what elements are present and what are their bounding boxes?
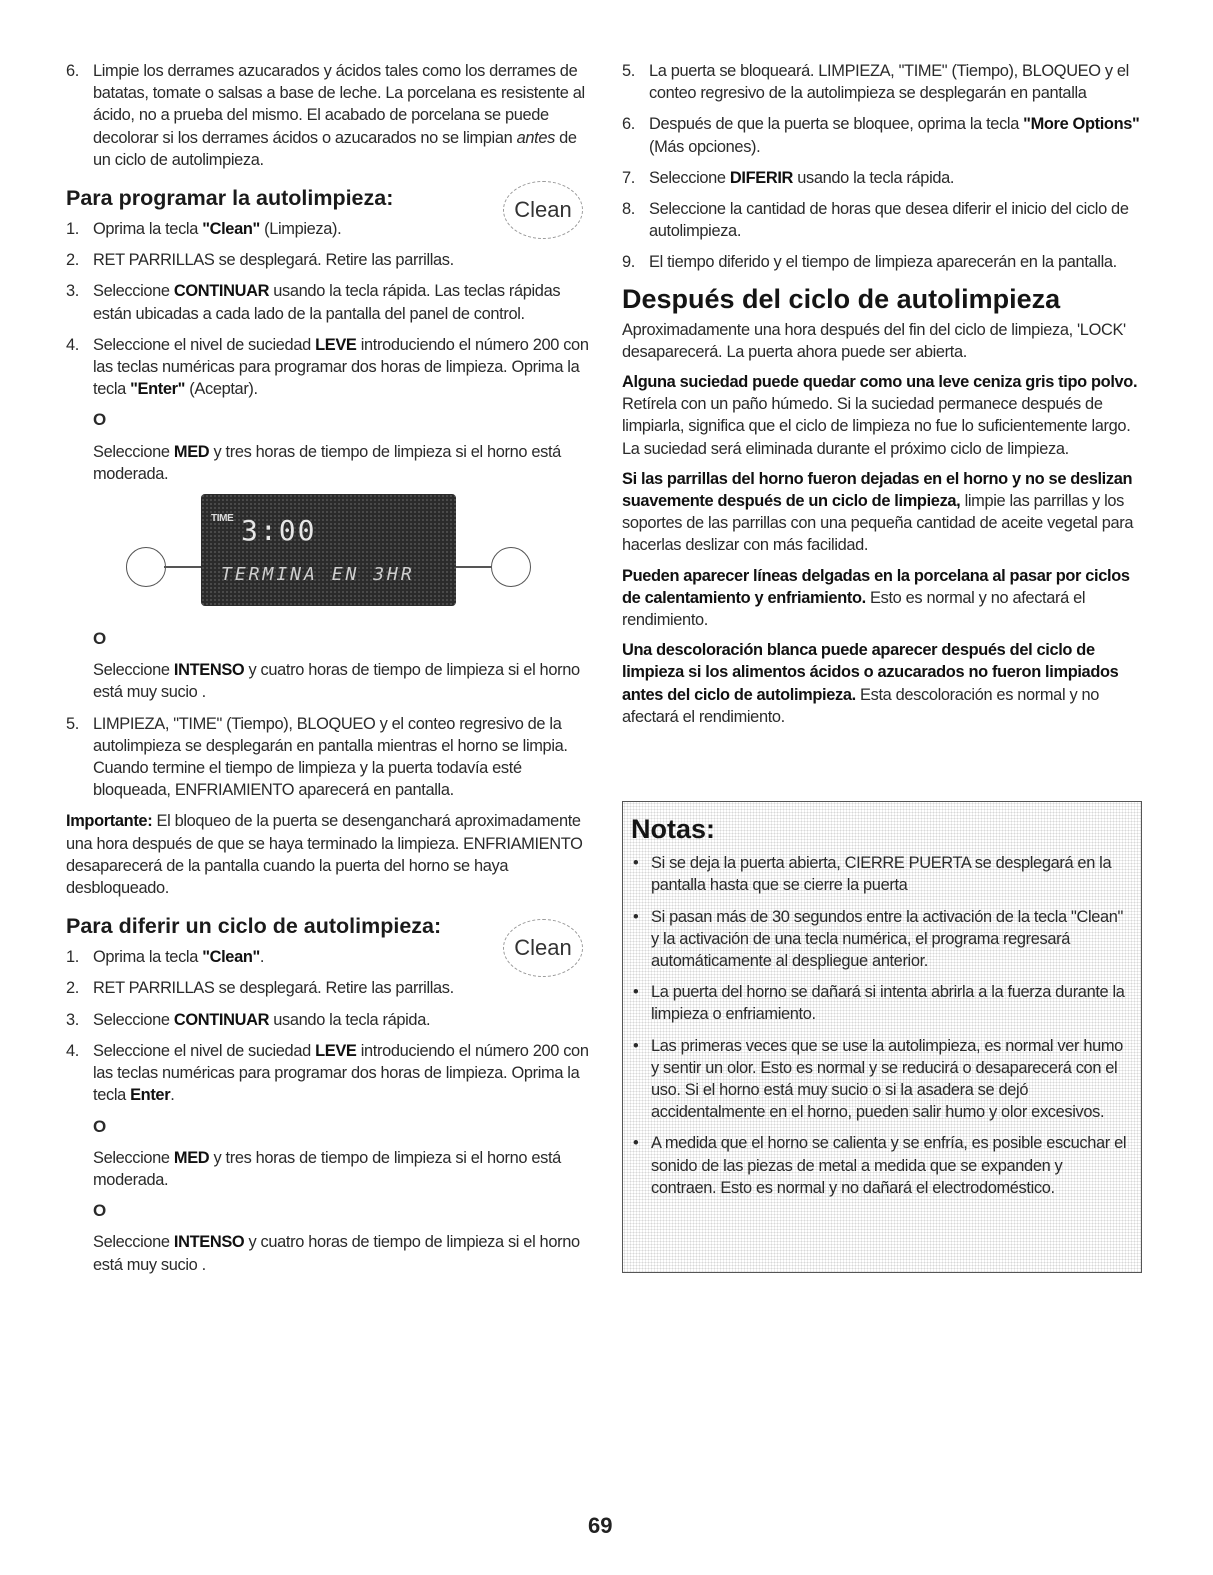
list-item: 8. Seleccione la cantidad de horas que desea diferir el inicio del ciclo de autolimpieza. bbox=[622, 200, 1129, 241]
option-intenso: Seleccione INTENSO y cuatro horas de tiempo de limpieza si el horno está muy sucio . bbox=[93, 1233, 580, 1274]
or-separator: O bbox=[93, 410, 106, 430]
list-item: 3. Seleccione CONTINUAR usando la tecla rápida. bbox=[66, 1010, 431, 1029]
divider bbox=[164, 566, 201, 568]
intro-paragraph: Aproximadamente una hora después del fin del ciclo de limpieza, 'LOCK' desaparecerá. La puerta ahora puede ser abierta. bbox=[622, 320, 1126, 361]
right-column bbox=[622, 60, 1150, 736]
right-knob-icon bbox=[491, 547, 531, 587]
list-item: 6. Después de que la puerta se bloquee, oprima la tecla "More Options" (Más opciones). bbox=[622, 115, 1140, 156]
option-intenso: Seleccione INTENSO y cuatro horas de tiempo de limpieza si el horno está muy sucio . bbox=[93, 661, 580, 702]
notes-bullet: • A medida que el horno se calienta y se enfría, es posible escuchar el sonido de las piezas de metal a medida que se expanden y contraen. Esto es normal y no dañará el electrodoméstico. bbox=[633, 1132, 1131, 1199]
heading-despues-ciclo: Después del ciclo de autolimpieza bbox=[622, 283, 1061, 314]
heading-row-programar bbox=[66, 185, 591, 223]
importante-paragraph: Importante: El bloqueo de la puerta se desenganchará aproximadamente una hora después de que se haya terminado la limpieza. ENFRIAMIENTO desaparecerá de la pantalla cuando la puerta del horno se haya desbloqueado. bbox=[66, 812, 583, 898]
list-item: 2. RET PARRILLAS se desplegará. Retire las parrillas. bbox=[66, 979, 454, 998]
or-separator: O bbox=[93, 1116, 106, 1136]
or-separator: O bbox=[93, 1201, 106, 1221]
list-item: 5. La puerta se bloqueará. LIMPIEZA, "TIME" (Tiempo), BLOQUEO y el conteo regresivo de la autolimpieza se desplegarán en pantalla bbox=[622, 62, 1129, 103]
notes-bullet: • La puerta del horno se dañará si intenta abrirla a la fuerza durante la limpieza o enfriamiento. bbox=[633, 981, 1131, 1025]
notes-bullet: • Si se deja la puerta abierta, CIERRE PUERTA se desplegará en la pantalla hasta que se cierre la puerta bbox=[633, 852, 1131, 896]
clean-key-icon: Clean bbox=[503, 919, 583, 977]
paragraph-descoloracion: Una descoloración blanca puede aparecer después del ciclo de limpieza si los alimentos ácidos o azucarados no fueron limpiados antes del ciclo de autolimpieza. Esta descoloración es normal y no afectará el rendimiento. bbox=[622, 641, 1119, 726]
oven-display bbox=[201, 494, 456, 606]
notes-title: Notas: bbox=[631, 814, 716, 844]
list-item: 1. Oprima la tecla "Clean". bbox=[66, 948, 265, 967]
paragraph-ceniza: Alguna suciedad puede quedar como una leve ceniza gris tipo polvo. Retírela con un paño húmedo. Si la suciedad permanece después de limpiarla, significa que el ciclo de limpieza no fue lo suficientemente largo. La suciedad será eliminada durante el próximo ciclo de limpieza. bbox=[622, 373, 1138, 458]
notes-box bbox=[622, 801, 1142, 1273]
list-item: 3. Seleccione CONTINUAR usando la tecla rápida. Las teclas rápidas están ubicadas a cada lado de la pantalla del panel de control. bbox=[66, 282, 561, 323]
page-number: 69 bbox=[588, 1513, 613, 1538]
or-separator: O bbox=[93, 629, 106, 649]
paragraph-lineas: Pueden aparecer líneas delgadas en la porcelana al pasar por ciclos de calentamiento y enfriamiento. Esto es normal y no afectará el rendimiento. bbox=[622, 566, 1130, 630]
paragraph-parrillas: Si las parrillas del horno fueron dejadas en el horno y no se deslizan suavemente después de un ciclo de limpieza, limpie las parrillas y los soportes de las parrillas con una pequeña cantidad de aceite vegetal para hacerlas deslizar con más facilidad. bbox=[622, 469, 1134, 555]
heading-diferir-ciclo: Para diferir un ciclo de autolimpieza: bbox=[66, 914, 442, 939]
notes-content bbox=[623, 802, 1141, 1208]
control-panel-illustration bbox=[66, 494, 591, 614]
divider bbox=[456, 566, 491, 568]
display-time-label: TIME bbox=[211, 513, 234, 525]
notes-bullet: • Si pasan más de 30 segundos entre la activación de la tecla "Clean" y la activación de una tecla numérica, el programa regresará automáticamente al despliegue anterior. bbox=[633, 906, 1131, 973]
list-item: 4. Seleccione el nivel de suciedad LEVE introduciendo el número 200 con las teclas numéricas para programar dos horas de limpieza. Oprima la tecla "Enter" (Aceptar). bbox=[66, 335, 589, 399]
left-knob-icon bbox=[126, 547, 166, 587]
item-number: 6. bbox=[66, 62, 79, 80]
left-column bbox=[66, 60, 591, 1285]
list-item-5-limpieza: 5. LIMPIEZA, "TIME" (Tiempo), BLOQUEO y el conteo regresivo de la autolimpieza se desplegarán en pantalla mientras el horno se limpia. Cuando termine el tiempo de limpieza y la puerta todavía esté bloqueada, ENFRIAMIENTO aparecerá en pantalla. bbox=[66, 714, 568, 800]
list-item: 2. RET PARRILLAS se desplegará. Retire las parrillas. bbox=[66, 251, 454, 270]
display-message: TERMINA EN 3HR bbox=[221, 564, 415, 586]
option-med: Seleccione MED y tres horas de tiempo de limpieza si el horno está moderada. bbox=[93, 442, 561, 483]
list-item: 9. El tiempo diferido y el tiempo de limpieza aparecerán en la pantalla. bbox=[622, 253, 1117, 272]
list-item: 1. Oprima la tecla "Clean" (Limpieza). bbox=[66, 220, 342, 239]
list-item-6-limpie: 6. Limpie los derrames azucarados y ácidos tales como los derrames de batatas, tomate o salsas a base de leche. La porcelana es resistente al ácido, no a prueba del mismo. El acabado de porcelana se puede decolorar si los derrames ácidos o azucarados no se limpian antes de un ciclo de autolimpieza. bbox=[66, 62, 585, 169]
display-time: 3:00 bbox=[241, 514, 317, 548]
clean-key-icon: Clean bbox=[503, 181, 583, 239]
notes-bullet: • Las primeras veces que se use la autolimpieza, es normal ver humo y sentir un olor. Esto es normal y se reducirá o desaparecerá con el uso. Si el horno está muy sucio o si la asadera se dejó accidentalmente en el horno, pueden salir humo y olor excesivos. bbox=[633, 1035, 1131, 1124]
heading-programar-autolimpieza: Para programar la autolimpieza: bbox=[66, 186, 394, 211]
list-item: 7. Seleccione DIFERIR usando la tecla rápida. bbox=[622, 168, 955, 187]
list-item: 4. Seleccione el nivel de suciedad LEVE introduciendo el número 200 con las teclas numéricas para programar dos horas de limpieza. Oprima la tecla Enter. bbox=[66, 1041, 589, 1105]
option-med: Seleccione MED y tres horas de tiempo de limpieza si el horno está moderada. bbox=[93, 1148, 561, 1189]
